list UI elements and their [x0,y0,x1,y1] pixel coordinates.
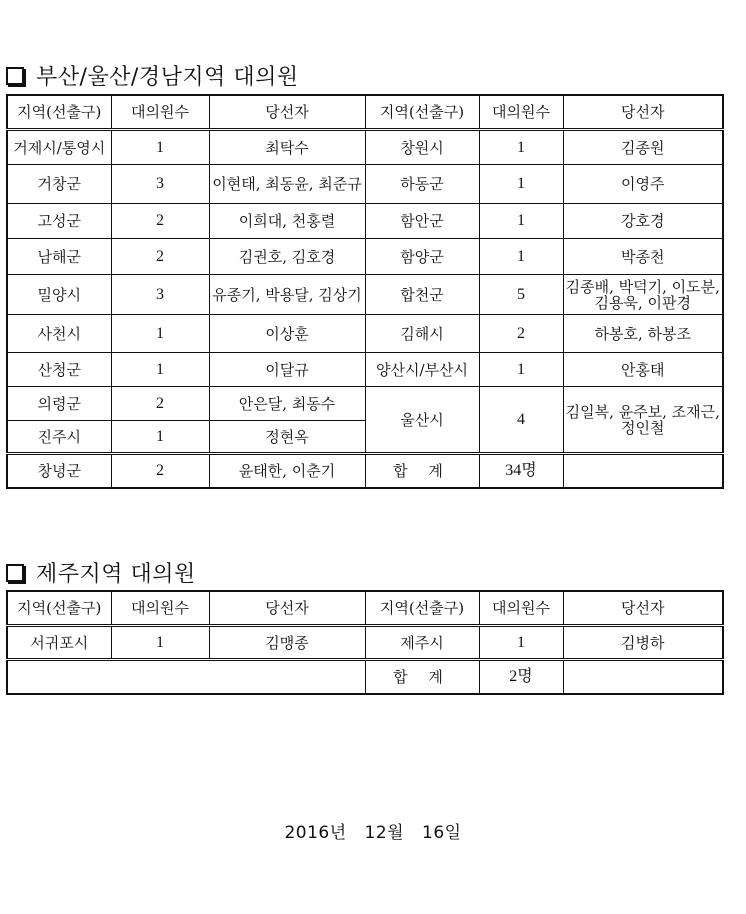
region-cell: 서귀포시 [7,626,111,660]
table-row [7,315,723,353]
count-cell: 2 [111,387,209,421]
table-row [7,130,723,165]
count-cell: 1 [111,315,209,353]
count-cell: 2 [111,239,209,275]
empty-cell [563,454,723,488]
empty-cell [563,660,723,694]
region-cell: 함안군 [365,204,479,239]
table-row [7,204,723,239]
count-cell: 5 [479,275,563,315]
checkbox-square-icon [6,564,24,582]
elected-cell: 안홍태 [563,353,723,387]
region-cell: 제주시 [365,626,479,660]
region-cell: 창녕군 [7,454,111,488]
elected-cell: 이희대, 천홍렬 [209,204,365,239]
region-cell: 울산시 [365,387,479,454]
table-header-row [7,95,723,130]
region-cell: 사천시 [7,315,111,353]
table-row [7,353,723,387]
date-year: 2016년 [284,823,347,843]
elected-cell: 이영주 [563,165,723,204]
region-cell: 거제시/통영시 [7,130,111,165]
section-heading-jeju [6,557,196,588]
region-cell: 남해군 [7,239,111,275]
elected-cell: 김종원 [563,130,723,165]
busan-ulsan-gyeongnam-table [6,94,724,489]
count-cell: 1 [479,204,563,239]
checkbox-square-icon [6,67,24,85]
elected-cell: 박종천 [563,239,723,275]
column-header-elected: 당선자 [563,95,723,130]
column-header-region: 지역(선출구) [365,591,479,626]
region-cell: 함양군 [365,239,479,275]
column-header-elected: 당선자 [563,591,723,626]
count-cell: 1 [111,421,209,454]
region-cell: 김해시 [365,315,479,353]
elected-cell: 이상훈 [209,315,365,353]
column-header-elected: 당선자 [209,95,365,130]
total-value: 2명 [479,660,563,694]
region-cell: 창원시 [365,130,479,165]
total-value: 34명 [479,454,563,488]
column-header-region: 지역(선출구) [7,591,111,626]
elected-cell: 김병하 [563,626,723,660]
count-cell: 1 [111,353,209,387]
region-cell: 합천군 [365,275,479,315]
column-header-count: 대의원수 [111,591,209,626]
elected-cell: 윤태한, 이춘기 [209,454,365,488]
region-cell: 하동군 [365,165,479,204]
date-day: 16일 [422,823,462,843]
region-cell: 양산시/부산시 [365,353,479,387]
column-header-count: 대의원수 [111,95,209,130]
table-row [7,165,723,204]
region-cell: 고성군 [7,204,111,239]
elected-cell: 정현옥 [209,421,365,454]
count-cell: 1 [479,165,563,204]
date-month: 12월 [364,823,405,843]
column-header-region: 지역(선출구) [7,95,111,130]
region-cell: 진주시 [7,421,111,454]
count-cell: 2 [479,315,563,353]
elected-cell: 안은달, 최동수 [209,387,365,421]
table-header-row [7,591,723,626]
total-label: 합 계 [365,454,479,488]
count-cell: 3 [111,275,209,315]
count-cell: 4 [479,387,563,454]
elected-cell: 최탁수 [209,130,365,165]
table-row [7,454,723,488]
count-cell: 2 [111,454,209,488]
count-cell: 1 [479,239,563,275]
table-row [7,275,723,315]
elected-cell: 유종기, 박용달, 김상기 [209,275,365,315]
column-header-count: 대의원수 [479,591,563,626]
count-cell: 1 [479,130,563,165]
region-cell: 거창군 [7,165,111,204]
empty-cell [7,660,365,694]
document-date [0,818,746,843]
section-title: 부산/울산/경남지역 대의원 [36,65,299,90]
elected-cell: 강호경 [563,204,723,239]
count-cell: 1 [479,626,563,660]
table-row [7,387,723,421]
count-cell: 2 [111,204,209,239]
count-cell: 1 [479,353,563,387]
jeju-table [6,590,724,695]
count-cell: 3 [111,165,209,204]
section-title: 제주지역 대의원 [36,562,196,587]
section-heading-busan [6,60,299,91]
region-cell: 밀양시 [7,275,111,315]
column-header-region: 지역(선출구) [365,95,479,130]
elected-cell: 김일복, 윤주보, 조재근, 정인철 [563,387,723,454]
elected-cell: 김종배, 박덕기, 이도분, 김용욱, 이판경 [563,275,723,315]
table-row [7,239,723,275]
column-header-count: 대의원수 [479,95,563,130]
count-cell: 1 [111,130,209,165]
region-cell: 의령군 [7,387,111,421]
column-header-elected: 당선자 [209,591,365,626]
count-cell: 1 [111,626,209,660]
table-row [7,626,723,660]
table-row [7,660,723,694]
elected-cell: 이달규 [209,353,365,387]
total-label: 합 계 [365,660,479,694]
elected-cell: 김맹종 [209,626,365,660]
elected-cell: 김권호, 김호경 [209,239,365,275]
elected-cell: 하봉호, 하봉조 [563,315,723,353]
region-cell: 산청군 [7,353,111,387]
elected-cell: 이현태, 최동윤, 최준규 [209,165,365,204]
